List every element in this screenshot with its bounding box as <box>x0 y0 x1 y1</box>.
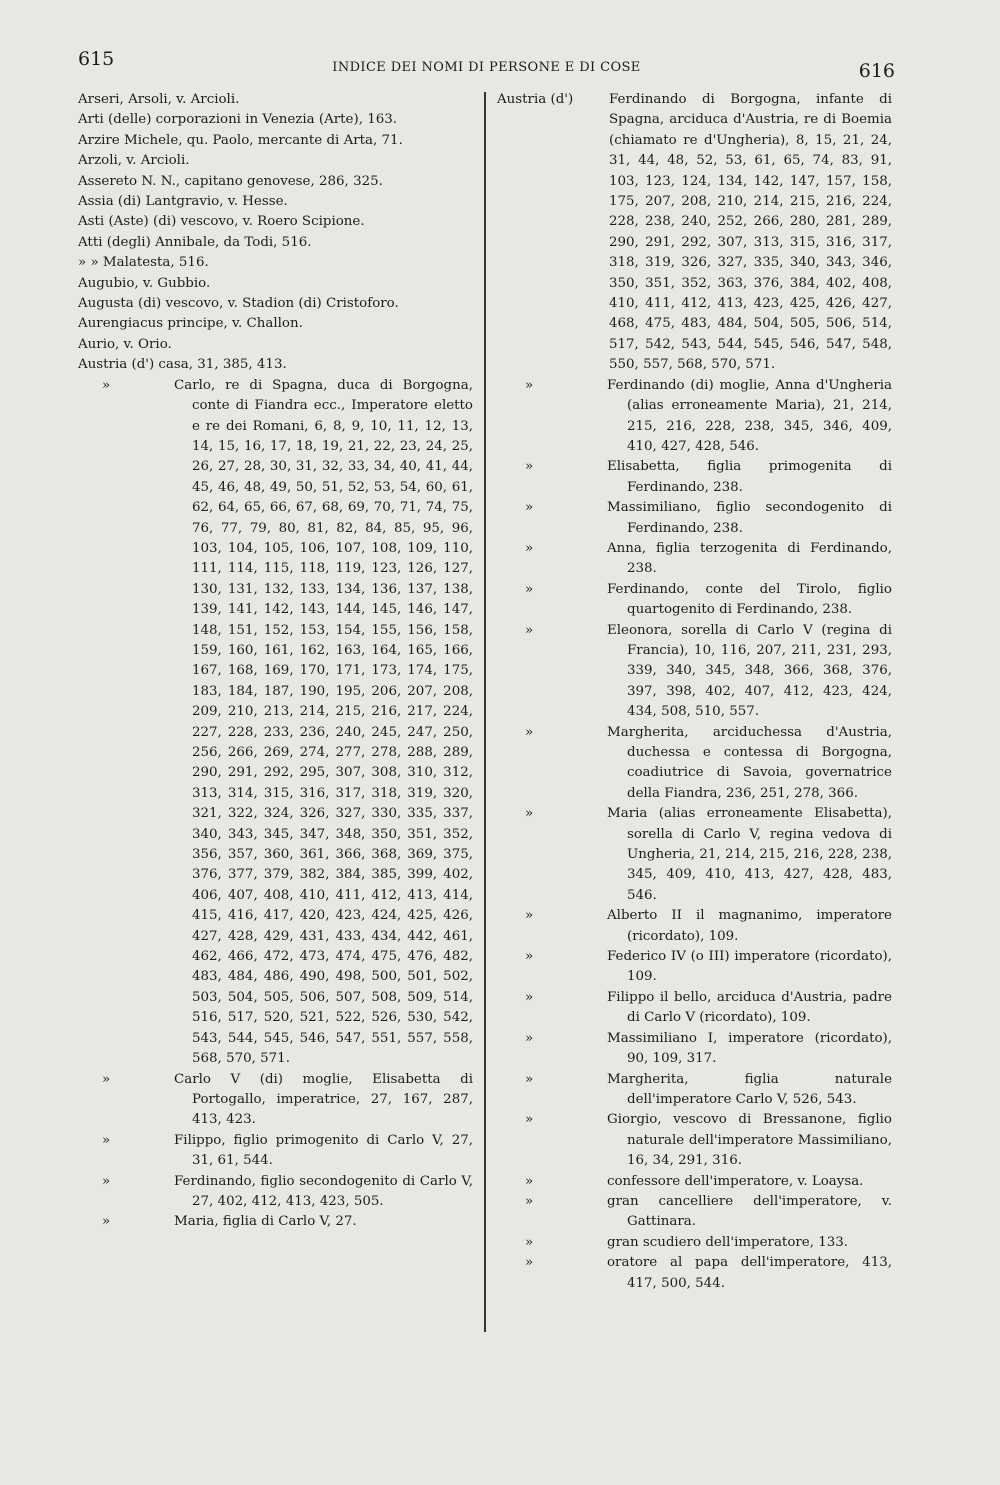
entry-text: Ferdinando (di) moglie, Anna d'Ungheria (alias erroneamente Maria), 21, 214, 215, 216, 228, 238, 345, 346, 409, 410, 427, 428, 546. <box>607 377 892 454</box>
index-entry <box>497 539 892 580</box>
index-entry <box>497 1029 892 1070</box>
entry-text: Federico IV (o III) imperatore (ricordato), 109. <box>607 949 892 985</box>
ditto-mark: » <box>525 1193 534 1209</box>
index-entry: Asti (Aste) (di) vescovo, v. Roero Scipione. <box>78 214 365 230</box>
index-entry <box>497 621 892 723</box>
entry-text: confessore dell'imperatore, v. Loaysa. <box>607 1173 864 1189</box>
ditto-mark: » <box>525 459 534 475</box>
page-number-right: 616 <box>858 60 895 82</box>
index-entry <box>497 906 892 947</box>
ditto-mark: » <box>525 806 534 822</box>
index-entry: Arti (delle) corporazioni in Venezia (Arte), 163. <box>78 112 398 128</box>
entry-text: Maria, figlia di Carlo V, 27. <box>174 1214 357 1230</box>
ditto-mark: » <box>525 724 534 740</box>
running-header <box>78 46 895 82</box>
running-title: INDICE DEI NOMI DI PERSONE E DI COSE <box>332 60 641 75</box>
entry-head-label: Austria (d') <box>497 92 574 107</box>
index-entry: Arzire Michele, qu. Paolo, mercante di Arta, 71. <box>78 132 403 148</box>
index-entry <box>497 498 892 539</box>
entry-text: Eleonora, sorella di Carlo V (regina di Francia), 10, 116, 207, 211, 231, 293, 339, 340, 345, 348, 366, 368, 376, 397, 398, 402, 407, 412, 423, 424, 434, 508, 510, 557. <box>607 622 892 720</box>
page-number-left: 615 <box>78 48 115 70</box>
index-entry <box>497 1233 892 1253</box>
index-entry <box>497 804 892 906</box>
entry-text: Alberto II il magnanimo, imperatore (ricordato), 109. <box>607 908 892 944</box>
index-entry <box>497 988 892 1029</box>
entry-text: Ferdinando, conte del Tirolo, figlio quartogenito di Ferdinando, 238. <box>607 581 892 618</box>
entry-text: Filippo il bello, arciduca d'Austria, padre di Carlo V (ricordato), 109. <box>607 989 892 1026</box>
ditto-mark: » <box>525 540 534 556</box>
index-entry <box>497 580 892 621</box>
index-entry: Aurengiacus principe, v. Challon. <box>78 316 303 332</box>
ditto-mark: » <box>525 1071 534 1087</box>
index-entry: Arzoli, v. Arcioli. <box>78 153 190 169</box>
index-entry: Austria (d') casa, 31, 385, 413. <box>78 357 287 373</box>
entry-text: Carlo V (di) moglie, Elisabetta di Portogallo, imperatrice, 27, 167, 287, 413, 423. <box>174 1071 473 1128</box>
ditto-mark: » <box>525 1173 534 1189</box>
index-entry <box>497 376 892 458</box>
index-entry <box>78 1070 473 1131</box>
index-entry <box>78 1172 473 1213</box>
index-entry <box>78 1212 473 1232</box>
ditto-mark: » <box>525 377 534 393</box>
entry-text: gran cancelliere dell'imperatore, v. Gattinara. <box>607 1193 892 1230</box>
ditto-mark: » <box>525 1112 534 1128</box>
entry-text: oratore al papa dell'imperatore, 413, 417, 500, 544. <box>607 1255 892 1291</box>
index-entry <box>78 376 473 1070</box>
index-entry <box>78 1131 473 1172</box>
index-column-right <box>497 90 892 1294</box>
index-entry <box>497 1172 892 1192</box>
ditto-mark: » <box>525 908 534 924</box>
entry-text: gran scudiero dell'imperatore, 133. <box>607 1234 849 1250</box>
ditto-mark: » <box>525 622 534 638</box>
ditto-mark: » <box>102 1132 111 1148</box>
index-entry <box>497 90 892 376</box>
entry-text: Massimiliano I, imperatore (ricordato), 90, 109, 317. <box>607 1030 892 1067</box>
index-entry: Arseri, Arsoli, v. Arcioli. <box>78 92 240 107</box>
index-entry <box>497 723 892 805</box>
ditto-mark: » <box>525 1234 534 1250</box>
index-entry: Augusta (di) vescovo, v. Stadion (di) Cristoforo. <box>78 296 399 312</box>
entry-text: Carlo, re di Spagna, duca di Borgogna, conte di Fiandra ecc., Imperatore eletto e re dei Romani, 6, 8, 9, 10, 11, 12, 13, 14, 15, 16, 17, 18, 19, 21, 22, 23, 24, 25, 26, 27, 28, 30, 31, 32, 33, 34, 40, 41, 44, 45, 46, 48, 49, 50, 51, 52, 53, 54, 60, 61, 62, 64, 65, 66, 67, 68, 69, 70, 71, 74, 75, 76, 77, 79, 80, 81, 82, 84, 85, 95, 96, 103, 104, 105, 106, 107, 108, 109, 110, 111, 114, 115, 118, 119, 123, 126, 127, 130, 131, 132, 133, 134, 136, 137, 138, 139, 141, 142, 143, 144, 145, 146, 147, 148, 151, 152, 153, 154, 155, 156, 158, 159, 160, 161, 162, 163, 164, 165, 166, 167, 168, 169, 170, 171, 173, 174, 175, 183, 184, 187, 190, 195, 206, 207, 208, 209, 210, 213, 214, 215, 216, 217, 224, 227, 228, 233, 236, 240, 245, 247, 250, 256, 266, 269, 274, 277, 278, 288, 289, 290, 291, 292, 295, 307, 308, 310, 312, 313, 314, 315, 316, 317, 318, 319, 320, 321, 322, 324, 326, 327, 330, 335, 337, 340, 343, 345, 347, 348, 350, 351, 352, 356, 357, 360, 361, 366, 368, 369, 375, 376, 377, 379, 382, 384, 385, 399, 402, 406, 407, 408, 410, 411, 412, 413, 414, 415, 416, 417, 420, 423, 424, 425, 426, 427, 428, 429, 431, 433, 434, 442, 461, 462, 466, 472, 473, 474, 475, 476, 482, 483, 484, 486, 490, 498, 500, 501, 502, 503, 504, 505, 506, 507, 508, 509, 514, 516, 517, 520, 521, 522, 526, 530, 542, 543, 544, 545, 546, 547, 551, 557, 558, 568, 570, 571. <box>174 377 473 1067</box>
index-entry: Augubio, v. Gubbio. <box>78 275 211 291</box>
index-entry <box>497 1253 892 1294</box>
entry-text: Maria (alias erroneamente Elisabetta), sorella di Carlo V, regina vedova di Ungheria, 21, 214, 215, 216, 228, 238, 345, 409, 410, 413, 427, 428, 483, 546. <box>607 806 892 903</box>
ditto-mark: » <box>525 989 534 1005</box>
index-entry <box>497 1110 892 1171</box>
index-entry: Atti (degli) Annibale, da Todi, 516. <box>78 234 312 250</box>
index-entry: » » Malatesta, 516. <box>78 255 209 271</box>
entry-text: Margherita, figlia naturale dell'imperatore Carlo V, 526, 543. <box>607 1071 892 1107</box>
index-entry <box>497 457 892 498</box>
entry-text: Ferdinando di Borgogna, infante di Spagna, arciduca d'Austria, re di Boemia (chiamato re d'Ungheria), 8, 15, 21, 24, 31, 44, 48, 52, 53, 61, 65, 74, 83, 91, 103, 123, 124, 134, 142, 147, 157, 158, 175, 207, 208, 210, 214, 215, 216, 224, 228, 238, 240, 252, 266, 280, 281, 289, 290, 291, 292, 307, 313, 315, 316, 317, 318, 319, 326, 327, 335, 340, 343, 346, 350, 351, 352, 363, 376, 384, 402, 408, 410, 411, 412, 413, 423, 425, 426, 427, 468, 475, 483, 484, 504, 505, 506, 514, 517, 542, 543, 544, 545, 546, 547, 548, 550, 557, 568, 570, 571. <box>609 92 892 373</box>
index-entry <box>497 1192 892 1233</box>
entry-text: Ferdinando, figlio secondogenito di Carlo V, 27, 402, 412, 413, 423, 505. <box>174 1173 473 1209</box>
ditto-mark: » <box>525 1255 534 1271</box>
index-entry: Assereto N. N., capitano genovese, 286, 325. <box>78 173 383 189</box>
entry-text: Giorgio, vescovo di Bressanone, figlio naturale dell'imperatore Massimiliano, 16, 34, 291, 316. <box>607 1112 892 1169</box>
index-entry: Assia (di) Lantgravio, v. Hesse. <box>78 194 288 210</box>
ditto-mark: » <box>102 1173 111 1189</box>
index-entry <box>497 947 892 988</box>
ditto-mark: » <box>525 581 534 597</box>
entry-text: Elisabetta, figlia primogenita di Ferdinando, 238. <box>607 459 892 495</box>
entry-text: Massimiliano, figlio secondogenito di Ferdinando, 238. <box>607 500 892 536</box>
ditto-mark: » <box>102 377 111 393</box>
entry-text: Anna, figlia terzogenita di Ferdinando, 238. <box>607 540 892 577</box>
index-entry: Aurio, v. Orio. <box>78 336 172 352</box>
ditto-mark: » <box>525 949 534 965</box>
ditto-mark: » <box>102 1214 111 1230</box>
entry-text: Margherita, arciduchessa d'Austria, duchessa e contessa di Borgogna, coadiutrice di Savoia, governatrice della Fiandra, 236, 251, 278, 366. <box>607 724 892 801</box>
ditto-mark: » <box>102 1071 111 1087</box>
entry-text: Filippo, figlio primogenito di Carlo V, 27, 31, 61, 544. <box>174 1132 473 1169</box>
column-divider <box>484 92 486 1332</box>
ditto-mark: » <box>525 1030 534 1046</box>
index-entry <box>497 1070 892 1111</box>
index-column-left <box>78 90 473 1233</box>
ditto-mark: » <box>525 500 534 516</box>
